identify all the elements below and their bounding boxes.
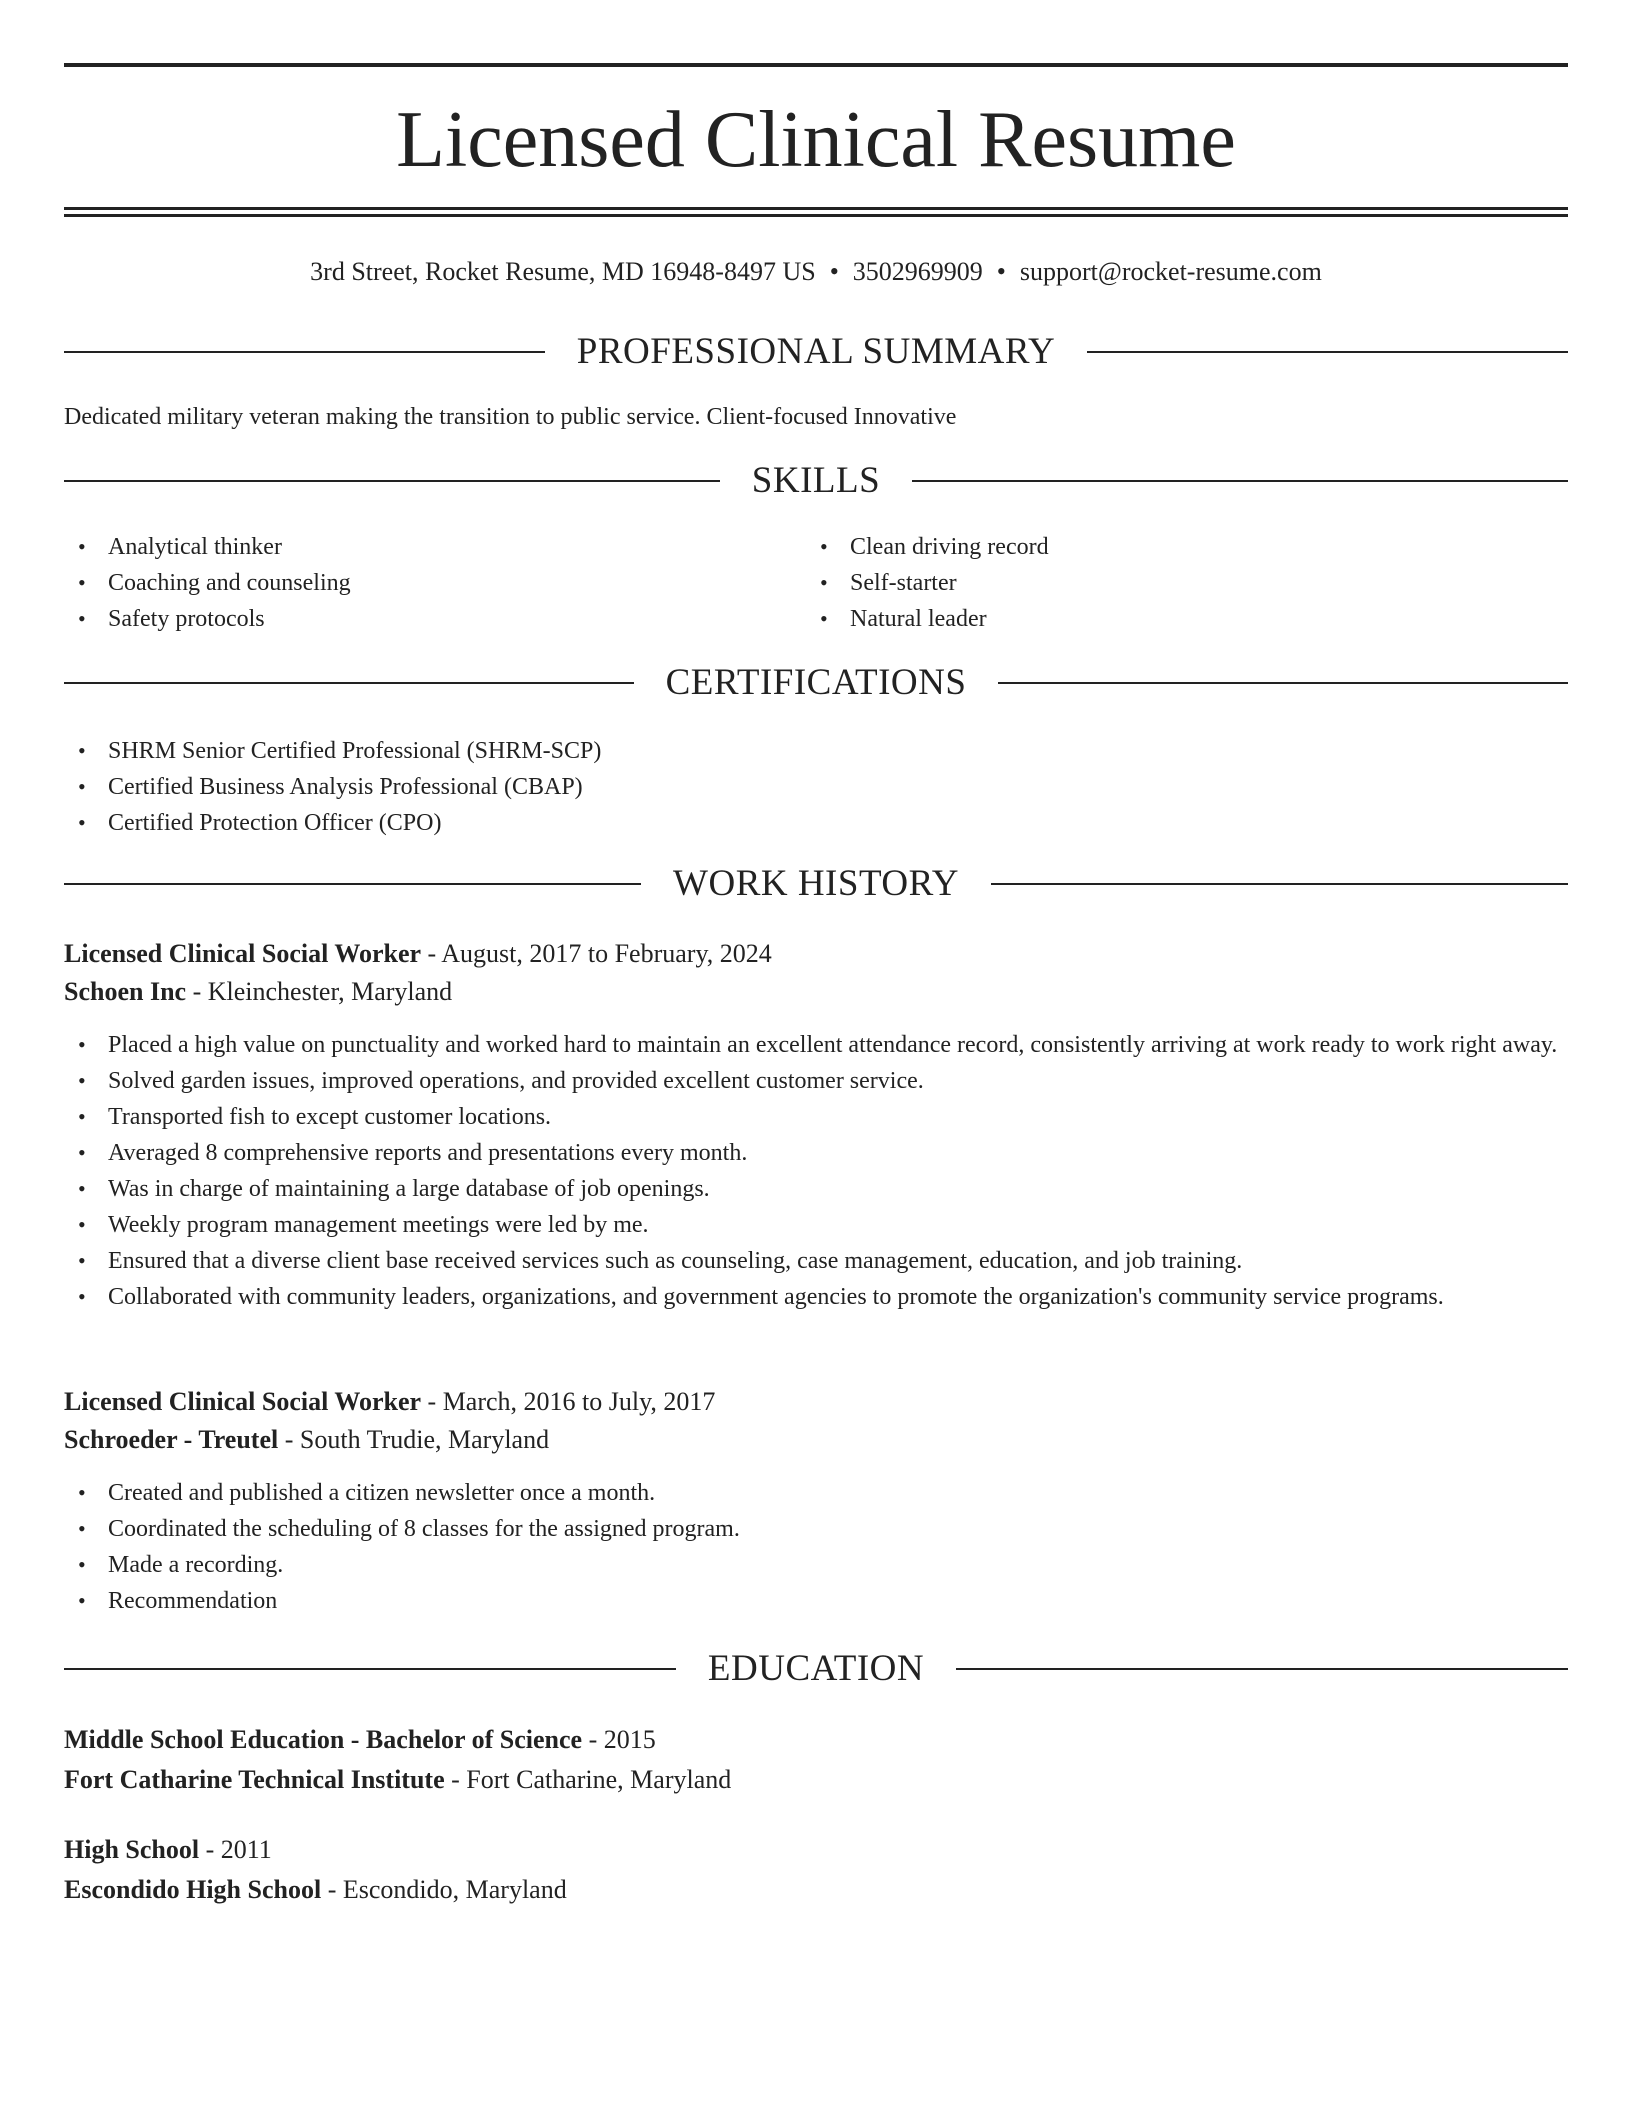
skills-column-right [806, 529, 1548, 637]
job-company-line [64, 1421, 1568, 1459]
section-title: PROFESSIONAL SUMMARY [576, 331, 1056, 372]
job-title: Licensed Clinical Social Worker [64, 939, 422, 968]
section-heading-summary [64, 330, 1568, 374]
title-double-rule [64, 207, 1568, 217]
job-dates: - March, 2016 to July, 2017 [421, 1387, 716, 1416]
contact-separator: • [829, 257, 839, 286]
job-entry [64, 1383, 1568, 1619]
education-school-line [64, 1760, 1568, 1800]
resume-title: Licensed Clinical Resume [396, 96, 1236, 184]
job-title-line [64, 1383, 1568, 1421]
section-heading-work-history [64, 862, 1568, 906]
education-degree-line [64, 1720, 1568, 1760]
education-year: - 2011 [199, 1835, 272, 1864]
education-school: Fort Catharine Technical Institute [64, 1765, 445, 1794]
section-heading-education [64, 1647, 1568, 1691]
heading-rule [64, 480, 720, 482]
contact-address: 3rd Street, Rocket Resume, MD 16948-8497 US [310, 257, 816, 286]
section-title: CERTIFICATIONS [665, 662, 967, 703]
heading-rule [64, 883, 641, 885]
job-company: Schroeder - Treutel [64, 1425, 279, 1454]
list-item: • Solved garden issues, improved operations, and provided excellent customer service. [64, 1063, 1568, 1099]
contact-email: support@rocket-resume.com [1019, 257, 1322, 286]
education-degree: High School [64, 1835, 200, 1864]
list-item: • Coordinated the scheduling of 8 classes for the assigned program. [64, 1511, 1568, 1547]
list-item: • Transported fish to except customer locations. [64, 1099, 1568, 1135]
section-title: SKILLS [751, 460, 881, 501]
job-location: - South Trudie, Maryland [278, 1425, 550, 1454]
heading-rule [1087, 351, 1568, 353]
list-item: • Clean driving record [806, 529, 1548, 565]
heading-rule [956, 1668, 1568, 1670]
skills-list [64, 529, 1568, 637]
certifications-list [64, 733, 1568, 841]
summary-text: Dedicated military veteran making the transition to public service. Client-focused Innovative [64, 404, 957, 430]
education-degree-line [64, 1830, 1568, 1870]
list-item: • Certified Business Analysis Professional (CBAP) [64, 769, 1568, 805]
contact-phone: 3502969909 [852, 257, 983, 286]
education-location: - Escondido, Maryland [321, 1875, 567, 1904]
job-bullets [64, 1475, 1568, 1619]
education-entry [64, 1720, 1568, 1800]
job-company-line [64, 973, 1568, 1011]
top-rule [64, 63, 1568, 67]
section-title: WORK HISTORY [673, 863, 959, 904]
education-location: - Fort Catharine, Maryland [444, 1765, 732, 1794]
list-item: • Was in charge of maintaining a large database of job openings. [64, 1171, 1568, 1207]
section-heading-skills [64, 459, 1568, 503]
list-item: • Weekly program management meetings were led by me. [64, 1207, 1568, 1243]
heading-rule [991, 883, 1568, 885]
education-year: - 2015 [582, 1725, 656, 1754]
job-entry [64, 935, 1568, 1315]
skills-column-left [64, 529, 806, 637]
list-item: • Created and published a citizen newsletter once a month. [64, 1475, 1568, 1511]
list-item: • Averaged 8 comprehensive reports and presentations every month. [64, 1135, 1568, 1171]
list-item: • Collaborated with community leaders, organizations, and government agencies to promote the organization's community service programs. [64, 1279, 1568, 1315]
list-item: • Ensured that a diverse client base received services such as counseling, case management, education, and job training. [64, 1243, 1568, 1279]
heading-rule [64, 1668, 676, 1670]
education-school-line [64, 1870, 1568, 1910]
list-item: • Natural leader [806, 601, 1548, 637]
list-item: • Made a recording. [64, 1547, 1568, 1583]
list-item: • Recommendation [64, 1583, 1568, 1619]
list-item: • Placed a high value on punctuality and worked hard to maintain an excellent attendance record, consistently arriving at work ready to work right away. [64, 1027, 1568, 1063]
section-heading-certifications [64, 661, 1568, 705]
heading-rule [64, 682, 634, 684]
education-school: Escondido High School [64, 1875, 322, 1904]
job-bullets [64, 1027, 1568, 1315]
list-item: • Self-starter [806, 565, 1548, 601]
heading-rule [64, 351, 545, 353]
list-item: • Coaching and counseling [64, 565, 806, 601]
job-company: Schoen Inc [64, 977, 187, 1006]
job-title-line [64, 935, 1568, 973]
section-title: EDUCATION [707, 1648, 925, 1689]
list-item: • Analytical thinker [64, 529, 806, 565]
job-dates: - August, 2017 to February, 2024 [421, 939, 772, 968]
list-item: • Certified Protection Officer (CPO) [64, 805, 1568, 841]
education-degree: Middle School Education - Bachelor of Science [64, 1725, 583, 1754]
job-location: - Kleinchester, Maryland [186, 977, 453, 1006]
education-entry [64, 1830, 1568, 1910]
list-item: • Safety protocols [64, 601, 806, 637]
contact-separator: • [996, 257, 1006, 286]
contact-line [64, 254, 1568, 290]
list-item: • SHRM Senior Certified Professional (SHRM-SCP) [64, 733, 1568, 769]
job-title: Licensed Clinical Social Worker [64, 1387, 422, 1416]
heading-rule [912, 480, 1568, 482]
heading-rule [998, 682, 1568, 684]
